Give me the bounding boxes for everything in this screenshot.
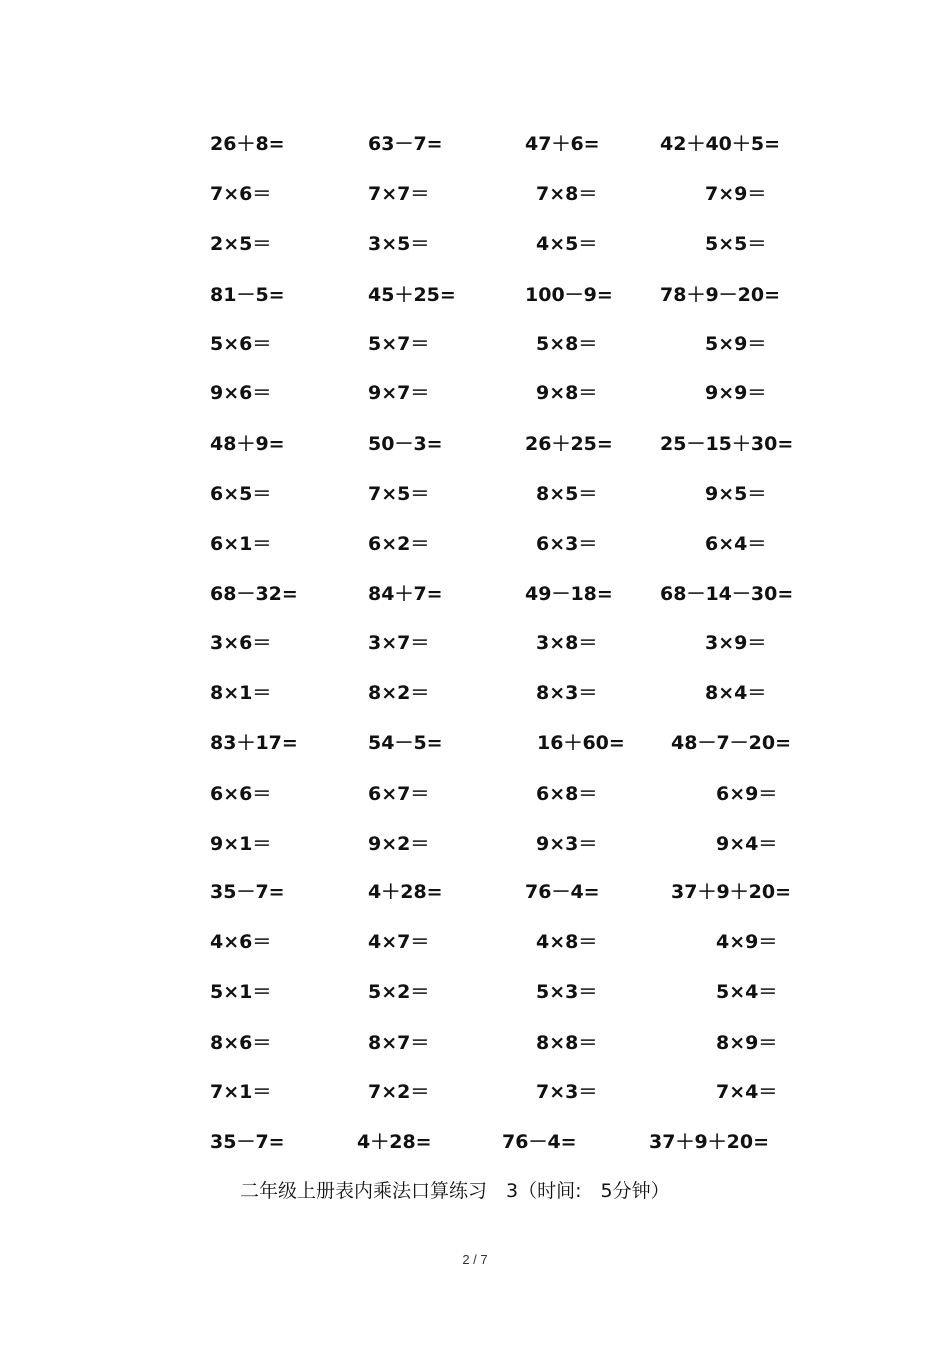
exercise-item: 26＋25= (525, 433, 613, 455)
exercise-row (0, 280, 950, 310)
exercise-item: 6×3＝ (536, 533, 598, 555)
exercise-item: 3×8＝ (536, 632, 598, 654)
exercise-item: 7×4＝ (716, 1081, 778, 1103)
exercise-item: 48－7－20= (671, 732, 792, 754)
exercise-item: 7×1＝ (210, 1081, 272, 1103)
exercise-row (0, 927, 950, 957)
exercise-row (0, 877, 950, 907)
page-number: 2 / 7 (462, 1252, 488, 1267)
exercise-item: 25－15＋30= (660, 433, 794, 455)
exercise-item: 9×5＝ (705, 483, 767, 505)
exercise-item: 7×3＝ (536, 1081, 598, 1103)
exercise-item: 6×1＝ (210, 533, 272, 555)
exercise-item: 2×5＝ (210, 233, 272, 255)
exercise-item: 3×5＝ (368, 233, 430, 255)
exercise-item: 68－32= (210, 583, 298, 605)
exercise-item: 9×7＝ (368, 382, 430, 404)
exercise-row (0, 129, 950, 159)
exercise-item: 47＋6= (525, 133, 600, 155)
exercise-row (0, 229, 950, 259)
exercise-item: 3×6＝ (210, 632, 272, 654)
exercise-row (0, 829, 950, 859)
exercise-item: 81－5= (210, 284, 285, 306)
exercise-item: 7×7＝ (368, 183, 430, 205)
exercise-item: 4×5＝ (536, 233, 598, 255)
exercise-item: 6×2＝ (368, 533, 430, 555)
exercise-item: 49－18= (525, 583, 613, 605)
exercise-item: 9×4＝ (716, 833, 778, 855)
exercise-item: 5×4＝ (716, 981, 778, 1003)
exercise-item: 8×1＝ (210, 682, 272, 704)
exercise-item: 6×5＝ (210, 483, 272, 505)
exercise-item: 5×3＝ (536, 981, 598, 1003)
exercise-row (0, 728, 950, 758)
exercise-item: 68－14－30= (660, 583, 794, 605)
exercise-row (0, 1077, 950, 1107)
exercise-item: 7×6＝ (210, 183, 272, 205)
exercise-item: 76－4= (525, 881, 600, 903)
exercise-row (0, 977, 950, 1007)
exercise-item: 100－9= (525, 284, 613, 306)
exercise-item: 35－7= (210, 1131, 285, 1153)
exercise-item: 5×9＝ (705, 333, 767, 355)
exercise-item: 8×5＝ (536, 483, 598, 505)
exercise-row (0, 479, 950, 509)
exercise-item: 9×2＝ (368, 833, 430, 855)
exercise-item: 26＋8= (210, 133, 285, 155)
exercise-item: 4×8＝ (536, 931, 598, 953)
exercise-item: 5×5＝ (705, 233, 767, 255)
exercise-item: 7×9＝ (705, 183, 767, 205)
exercise-item: 54－5= (368, 732, 443, 754)
exercise-item: 7×5＝ (368, 483, 430, 505)
exercise-row (0, 329, 950, 359)
exercise-row (0, 628, 950, 658)
exercise-item: 42＋40＋5= (660, 133, 781, 155)
exercise-item: 5×6＝ (210, 333, 272, 355)
exercise-item: 4＋28= (357, 1131, 432, 1153)
exercise-row (0, 1127, 950, 1157)
exercise-item: 6×7＝ (368, 783, 430, 805)
exercise-item: 9×6＝ (210, 382, 272, 404)
exercise-item: 45＋25= (368, 284, 456, 306)
exercise-item: 3×9＝ (705, 632, 767, 654)
exercise-row (0, 179, 950, 209)
exercise-item: 78＋9－20= (660, 284, 781, 306)
exercise-item: 5×8＝ (536, 333, 598, 355)
exercise-item: 5×7＝ (368, 333, 430, 355)
exercise-row (0, 678, 950, 708)
exercise-item: 7×8＝ (536, 183, 598, 205)
exercise-item: 6×8＝ (536, 783, 598, 805)
exercise-item: 9×3＝ (536, 833, 598, 855)
worksheet-title: 二年级上册表内乘法口算练习 3（时间: 5分钟） (240, 1180, 670, 1202)
exercise-item: 9×9＝ (705, 382, 767, 404)
exercise-item: 6×4＝ (705, 533, 767, 555)
exercise-row (0, 378, 950, 408)
exercise-item: 4×6＝ (210, 931, 272, 953)
exercise-item: 50－3= (368, 433, 443, 455)
exercise-item: 8×3＝ (536, 682, 598, 704)
exercise-row (0, 579, 950, 609)
exercise-item: 37＋9＋20= (671, 881, 792, 903)
exercise-item: 4×7＝ (368, 931, 430, 953)
exercise-row (0, 429, 950, 459)
exercise-row (0, 1028, 950, 1058)
exercise-item: 63－7= (368, 133, 443, 155)
exercise-item: 4＋28= (368, 881, 443, 903)
exercise-item: 76－4= (502, 1131, 577, 1153)
exercise-item: 8×2＝ (368, 682, 430, 704)
exercise-item: 8×7＝ (368, 1032, 430, 1054)
exercise-item: 7×2＝ (368, 1081, 430, 1103)
exercise-item: 84＋7= (368, 583, 443, 605)
exercise-item: 8×8＝ (536, 1032, 598, 1054)
exercise-item: 9×1＝ (210, 833, 272, 855)
exercise-item: 4×9＝ (716, 931, 778, 953)
exercise-item: 8×9＝ (716, 1032, 778, 1054)
exercise-item: 5×2＝ (368, 981, 430, 1003)
exercise-row (0, 529, 950, 559)
exercise-item: 83＋17= (210, 732, 298, 754)
exercise-item: 8×6＝ (210, 1032, 272, 1054)
exercise-item: 8×4＝ (705, 682, 767, 704)
exercise-item: 48＋9= (210, 433, 285, 455)
exercise-row (0, 779, 950, 809)
exercise-item: 16＋60= (537, 732, 625, 754)
exercise-item: 37＋9＋20= (649, 1131, 770, 1153)
exercise-item: 5×1＝ (210, 981, 272, 1003)
exercise-item: 6×6＝ (210, 783, 272, 805)
exercise-item: 9×8＝ (536, 382, 598, 404)
exercise-item: 3×7＝ (368, 632, 430, 654)
exercise-item: 35－7= (210, 881, 285, 903)
exercise-item: 6×9＝ (716, 783, 778, 805)
